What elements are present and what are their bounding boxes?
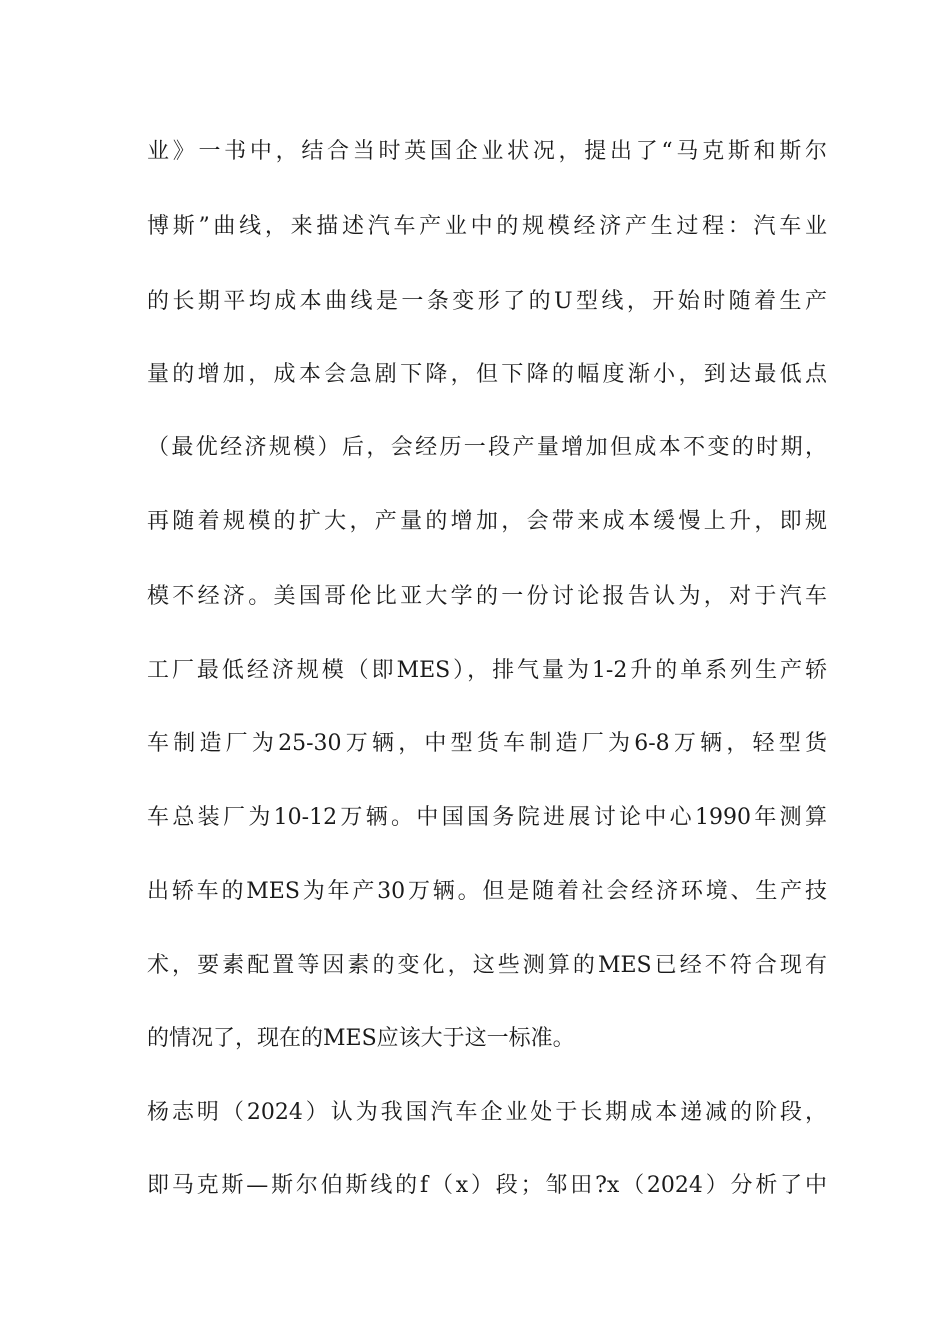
text-line: 再随着规模的扩大，产量的增加，会带来成本缓慢上升，即规 [147,509,827,534]
text-line: 模不经济。美国哥伦比亚大学的一份讨论报告认为，对于汽车 [147,584,827,609]
text-line: 出轿车的MES为年产30万辆。但是随着社会经济环境、生产技 [147,879,827,904]
text-line-paragraph-end: 的情况了，现在的MES应该大于这一标准。 [147,1026,575,1051]
text-line: 杨志明（2024）认为我国汽车企业处于长期成本递减的阶段， [147,1100,827,1125]
text-line: 车制造厂为25-30万辆，中型货车制造厂为6-8万辆，轻型货 [147,731,827,756]
text-line: 博斯”曲线，来描述汽车产业中的规模经济产生过程：汽车业 [147,214,827,239]
text-line: 的长期平均成本曲线是一条变形了的U型线，开始时随着生产 [147,289,827,314]
text-line: 术，要素配置等因素的变化，这些测算的MES已经不符合现有 [147,953,827,978]
text-line: 工厂最低经济规模（即MES），排气量为1-2升的单系列生产轿 [147,658,827,683]
text-line: 即马克斯—斯尔伯斯线的f（x）段；邹田?x（2024）分析了中 [147,1173,827,1198]
text-line: （最优经济规模）后，会经历一段产量增加但成本不变的时期， [147,435,827,460]
text-line: 车总装厂为10-12万辆。中国国务院进展讨论中心1990年测算 [147,805,827,830]
text-line: 业》一书中，结合当时英国企业状况，提出了“马克斯和斯尔 [147,139,827,164]
text-line: 量的增加，成本会急剧下降，但下降的幅度渐小，到达最低点 [147,362,827,387]
